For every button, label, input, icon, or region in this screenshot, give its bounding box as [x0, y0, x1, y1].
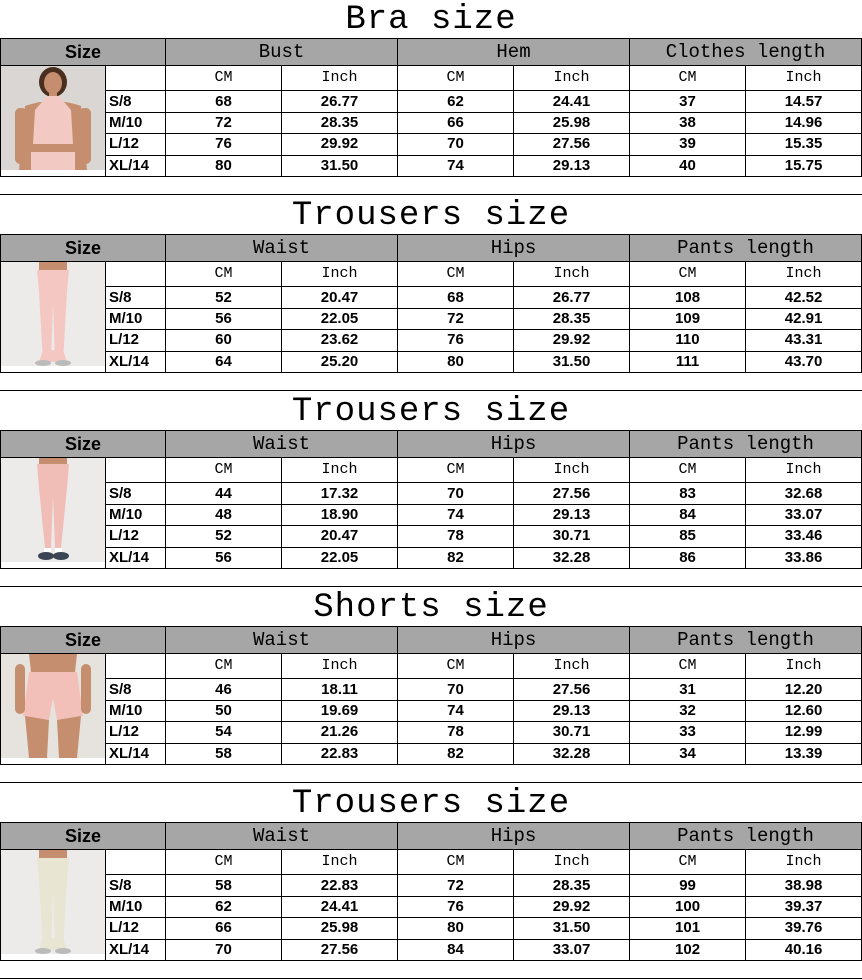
unit-label: CM [398, 850, 514, 875]
measure-value: 99 [630, 875, 746, 896]
measure-value: 102 [630, 939, 746, 960]
measure-value: 39 [630, 134, 746, 155]
units-row [1, 654, 862, 679]
size-header: Size [1, 39, 166, 66]
measure-value: 19.69 [282, 700, 398, 721]
size-label: L/12 [106, 722, 166, 743]
garment-image [1, 654, 105, 764]
measure-value: 33 [630, 722, 746, 743]
measure-value: 12.60 [746, 700, 862, 721]
measure-value: 58 [166, 875, 282, 896]
measure-value: 68 [166, 91, 282, 112]
measure-value: 33.46 [746, 526, 862, 547]
measure-value: 80 [166, 155, 282, 176]
measure-value: 39.76 [746, 918, 862, 939]
model-photo [1, 850, 106, 961]
size-table [0, 626, 862, 765]
measure-value: 14.96 [746, 112, 862, 133]
measure-value: 40.16 [746, 939, 862, 960]
measure-value: 30.71 [514, 526, 630, 547]
unit-label: CM [630, 66, 746, 91]
size-table [0, 430, 862, 569]
units-row [1, 66, 862, 91]
unit-label: CM [630, 654, 746, 679]
section-divider [0, 194, 862, 195]
table-row [1, 112, 862, 133]
measure-value: 17.32 [282, 483, 398, 504]
measure-value: 39.37 [746, 896, 862, 917]
measure-value: 34 [630, 743, 746, 764]
size-header: Size [1, 823, 166, 850]
blank-cell [106, 262, 166, 287]
measure-header: Pants length [630, 235, 862, 262]
size-label: M/10 [106, 504, 166, 525]
measure-value: 62 [398, 91, 514, 112]
measure-value: 76 [398, 330, 514, 351]
measure-value: 29.92 [514, 330, 630, 351]
measure-value: 27.56 [514, 483, 630, 504]
measure-value: 111 [630, 351, 746, 372]
blank-cell [106, 458, 166, 483]
header-row [1, 431, 862, 458]
measure-header: Waist [166, 823, 398, 850]
table-row [1, 918, 862, 939]
unit-label: Inch [514, 850, 630, 875]
section-title: Trousers size [291, 197, 571, 235]
measure-value: 62 [166, 896, 282, 917]
measure-value: 12.99 [746, 722, 862, 743]
unit-label: Inch [746, 458, 862, 483]
unit-label: Inch [282, 262, 398, 287]
unit-label: Inch [282, 66, 398, 91]
measure-value: 82 [398, 547, 514, 568]
measure-value: 12.20 [746, 679, 862, 700]
measure-value: 22.83 [282, 743, 398, 764]
unit-label: CM [166, 66, 282, 91]
size-label: L/12 [106, 134, 166, 155]
unit-label: CM [166, 654, 282, 679]
table-row [1, 287, 862, 308]
size-header: Size [1, 627, 166, 654]
measure-header: Clothes length [630, 39, 862, 66]
unit-label: Inch [514, 262, 630, 287]
unit-label: Inch [514, 458, 630, 483]
measure-value: 76 [398, 896, 514, 917]
garment-image [1, 262, 105, 372]
measure-header: Waist [166, 235, 398, 262]
measure-value: 74 [398, 155, 514, 176]
model-photo [1, 262, 106, 373]
section-title: Bra size [345, 1, 517, 39]
measure-value: 44 [166, 483, 282, 504]
measure-value: 20.47 [282, 526, 398, 547]
measure-header: Hem [398, 39, 630, 66]
size-label: XL/14 [106, 743, 166, 764]
unit-label: CM [630, 850, 746, 875]
measure-value: 54 [166, 722, 282, 743]
measure-header: Waist [166, 627, 398, 654]
table-row [1, 939, 862, 960]
measure-value: 29.92 [282, 134, 398, 155]
table-row [1, 679, 862, 700]
measure-header: Hips [398, 823, 630, 850]
size-section [0, 196, 862, 392]
measure-value: 109 [630, 308, 746, 329]
measure-value: 22.05 [282, 308, 398, 329]
unit-label: Inch [282, 850, 398, 875]
header-row [1, 39, 862, 66]
measure-value: 42.52 [746, 287, 862, 308]
measure-header: Hips [398, 627, 630, 654]
unit-label: CM [630, 262, 746, 287]
size-section [0, 392, 862, 588]
header-row [1, 235, 862, 262]
measure-value: 27.56 [514, 134, 630, 155]
measure-value: 43.31 [746, 330, 862, 351]
measure-value: 33.07 [746, 504, 862, 525]
size-label: XL/14 [106, 939, 166, 960]
table-row [1, 743, 862, 764]
size-header: Size [1, 431, 166, 458]
garment-image [1, 66, 105, 176]
measure-value: 52 [166, 526, 282, 547]
size-label: M/10 [106, 700, 166, 721]
measure-value: 82 [398, 743, 514, 764]
measure-value: 28.35 [514, 875, 630, 896]
measure-header: Pants length [630, 823, 862, 850]
measure-value: 26.77 [282, 91, 398, 112]
measure-value: 31.50 [282, 155, 398, 176]
section-title: Trousers size [291, 393, 571, 431]
unit-label: CM [630, 458, 746, 483]
measure-value: 27.56 [282, 939, 398, 960]
measure-value: 38.98 [746, 875, 862, 896]
table-row [1, 700, 862, 721]
measure-value: 72 [398, 875, 514, 896]
measure-value: 23.62 [282, 330, 398, 351]
measure-value: 18.11 [282, 679, 398, 700]
section-divider [0, 782, 862, 783]
measure-header: Pants length [630, 431, 862, 458]
size-label: L/12 [106, 526, 166, 547]
unit-label: CM [166, 850, 282, 875]
measure-value: 28.35 [514, 308, 630, 329]
measure-value: 83 [630, 483, 746, 504]
size-label: S/8 [106, 91, 166, 112]
unit-label: CM [166, 262, 282, 287]
measure-value: 25.20 [282, 351, 398, 372]
measure-value: 31 [630, 679, 746, 700]
measure-header: Pants length [630, 627, 862, 654]
measure-value: 70 [166, 939, 282, 960]
blank-cell [106, 654, 166, 679]
measure-value: 72 [398, 308, 514, 329]
size-section [0, 0, 862, 196]
size-label: S/8 [106, 679, 166, 700]
garment-image [1, 850, 105, 960]
measure-value: 32.28 [514, 547, 630, 568]
size-label: S/8 [106, 875, 166, 896]
measure-value: 80 [398, 351, 514, 372]
unit-label: Inch [746, 66, 862, 91]
blank-cell [106, 66, 166, 91]
measure-value: 56 [166, 308, 282, 329]
size-label: S/8 [106, 287, 166, 308]
model-photo [1, 654, 106, 765]
unit-label: Inch [282, 654, 398, 679]
measure-value: 33.86 [746, 547, 862, 568]
measure-value: 42.91 [746, 308, 862, 329]
table-row [1, 330, 862, 351]
unit-label: CM [398, 66, 514, 91]
measure-value: 18.90 [282, 504, 398, 525]
measure-value: 78 [398, 526, 514, 547]
measure-value: 28.35 [282, 112, 398, 133]
measure-value: 40 [630, 155, 746, 176]
section-divider [0, 390, 862, 391]
measure-value: 24.41 [282, 896, 398, 917]
table-row [1, 351, 862, 372]
table-row [1, 896, 862, 917]
measure-value: 32.68 [746, 483, 862, 504]
measure-value: 70 [398, 483, 514, 504]
measure-value: 66 [398, 112, 514, 133]
measure-value: 72 [166, 112, 282, 133]
size-label: L/12 [106, 918, 166, 939]
table-row [1, 155, 862, 176]
table-row [1, 722, 862, 743]
measure-value: 20.47 [282, 287, 398, 308]
measure-value: 85 [630, 526, 746, 547]
table-row [1, 875, 862, 896]
header-row [1, 627, 862, 654]
measure-value: 74 [398, 700, 514, 721]
measure-value: 60 [166, 330, 282, 351]
size-table [0, 38, 862, 177]
table-row [1, 483, 862, 504]
section-title: Trousers size [291, 785, 571, 823]
measure-value: 15.75 [746, 155, 862, 176]
measure-header: Waist [166, 431, 398, 458]
measure-value: 76 [166, 134, 282, 155]
measure-value: 32.28 [514, 743, 630, 764]
size-label: XL/14 [106, 547, 166, 568]
measure-value: 46 [166, 679, 282, 700]
measure-value: 33.07 [514, 939, 630, 960]
garment-image [1, 458, 105, 568]
measure-value: 80 [398, 918, 514, 939]
measure-value: 32 [630, 700, 746, 721]
measure-value: 14.57 [746, 91, 862, 112]
measure-value: 108 [630, 287, 746, 308]
size-section [0, 588, 862, 784]
size-label: XL/14 [106, 351, 166, 372]
measure-value: 52 [166, 287, 282, 308]
unit-label: CM [398, 262, 514, 287]
table-row [1, 504, 862, 525]
units-row [1, 262, 862, 287]
unit-label: Inch [514, 654, 630, 679]
size-header: Size [1, 235, 166, 262]
measure-value: 25.98 [514, 112, 630, 133]
table-row [1, 91, 862, 112]
measure-value: 15.35 [746, 134, 862, 155]
measure-value: 56 [166, 547, 282, 568]
table-row [1, 308, 862, 329]
blank-cell [106, 850, 166, 875]
model-photo [1, 66, 106, 177]
size-label: M/10 [106, 896, 166, 917]
measure-value: 101 [630, 918, 746, 939]
unit-label: Inch [282, 458, 398, 483]
size-label: M/10 [106, 112, 166, 133]
measure-value: 29.92 [514, 896, 630, 917]
measure-value: 43.70 [746, 351, 862, 372]
measure-value: 29.13 [514, 155, 630, 176]
measure-value: 25.98 [282, 918, 398, 939]
header-row [1, 823, 862, 850]
size-section [0, 784, 862, 980]
section-title: Shorts size [313, 589, 549, 627]
unit-label: CM [166, 458, 282, 483]
measure-value: 48 [166, 504, 282, 525]
measure-header: Hips [398, 235, 630, 262]
measure-value: 29.13 [514, 700, 630, 721]
model-photo [1, 458, 106, 569]
size-label: XL/14 [106, 155, 166, 176]
section-divider [0, 586, 862, 587]
unit-label: Inch [746, 654, 862, 679]
measure-value: 70 [398, 679, 514, 700]
unit-label: Inch [514, 66, 630, 91]
measure-value: 74 [398, 504, 514, 525]
size-label: M/10 [106, 308, 166, 329]
measure-value: 86 [630, 547, 746, 568]
size-table [0, 234, 862, 373]
measure-header: Hips [398, 431, 630, 458]
measure-value: 26.77 [514, 287, 630, 308]
measure-value: 37 [630, 91, 746, 112]
measure-header: Bust [166, 39, 398, 66]
unit-label: Inch [746, 850, 862, 875]
size-table [0, 822, 862, 961]
measure-value: 31.50 [514, 351, 630, 372]
measure-value: 22.05 [282, 547, 398, 568]
measure-value: 64 [166, 351, 282, 372]
units-row [1, 850, 862, 875]
measure-value: 110 [630, 330, 746, 351]
measure-value: 50 [166, 700, 282, 721]
table-row [1, 134, 862, 155]
measure-value: 29.13 [514, 504, 630, 525]
measure-value: 24.41 [514, 91, 630, 112]
unit-label: Inch [746, 262, 862, 287]
measure-value: 84 [630, 504, 746, 525]
measure-value: 31.50 [514, 918, 630, 939]
measure-value: 70 [398, 134, 514, 155]
unit-label: CM [398, 654, 514, 679]
measure-value: 13.39 [746, 743, 862, 764]
table-row [1, 547, 862, 568]
measure-value: 27.56 [514, 679, 630, 700]
measure-value: 38 [630, 112, 746, 133]
units-row [1, 458, 862, 483]
measure-value: 58 [166, 743, 282, 764]
measure-value: 100 [630, 896, 746, 917]
measure-value: 30.71 [514, 722, 630, 743]
measure-value: 78 [398, 722, 514, 743]
unit-label: CM [398, 458, 514, 483]
measure-value: 22.83 [282, 875, 398, 896]
measure-value: 21.26 [282, 722, 398, 743]
measure-value: 68 [398, 287, 514, 308]
measure-value: 66 [166, 918, 282, 939]
measure-value: 84 [398, 939, 514, 960]
size-label: L/12 [106, 330, 166, 351]
size-label: S/8 [106, 483, 166, 504]
table-row [1, 526, 862, 547]
